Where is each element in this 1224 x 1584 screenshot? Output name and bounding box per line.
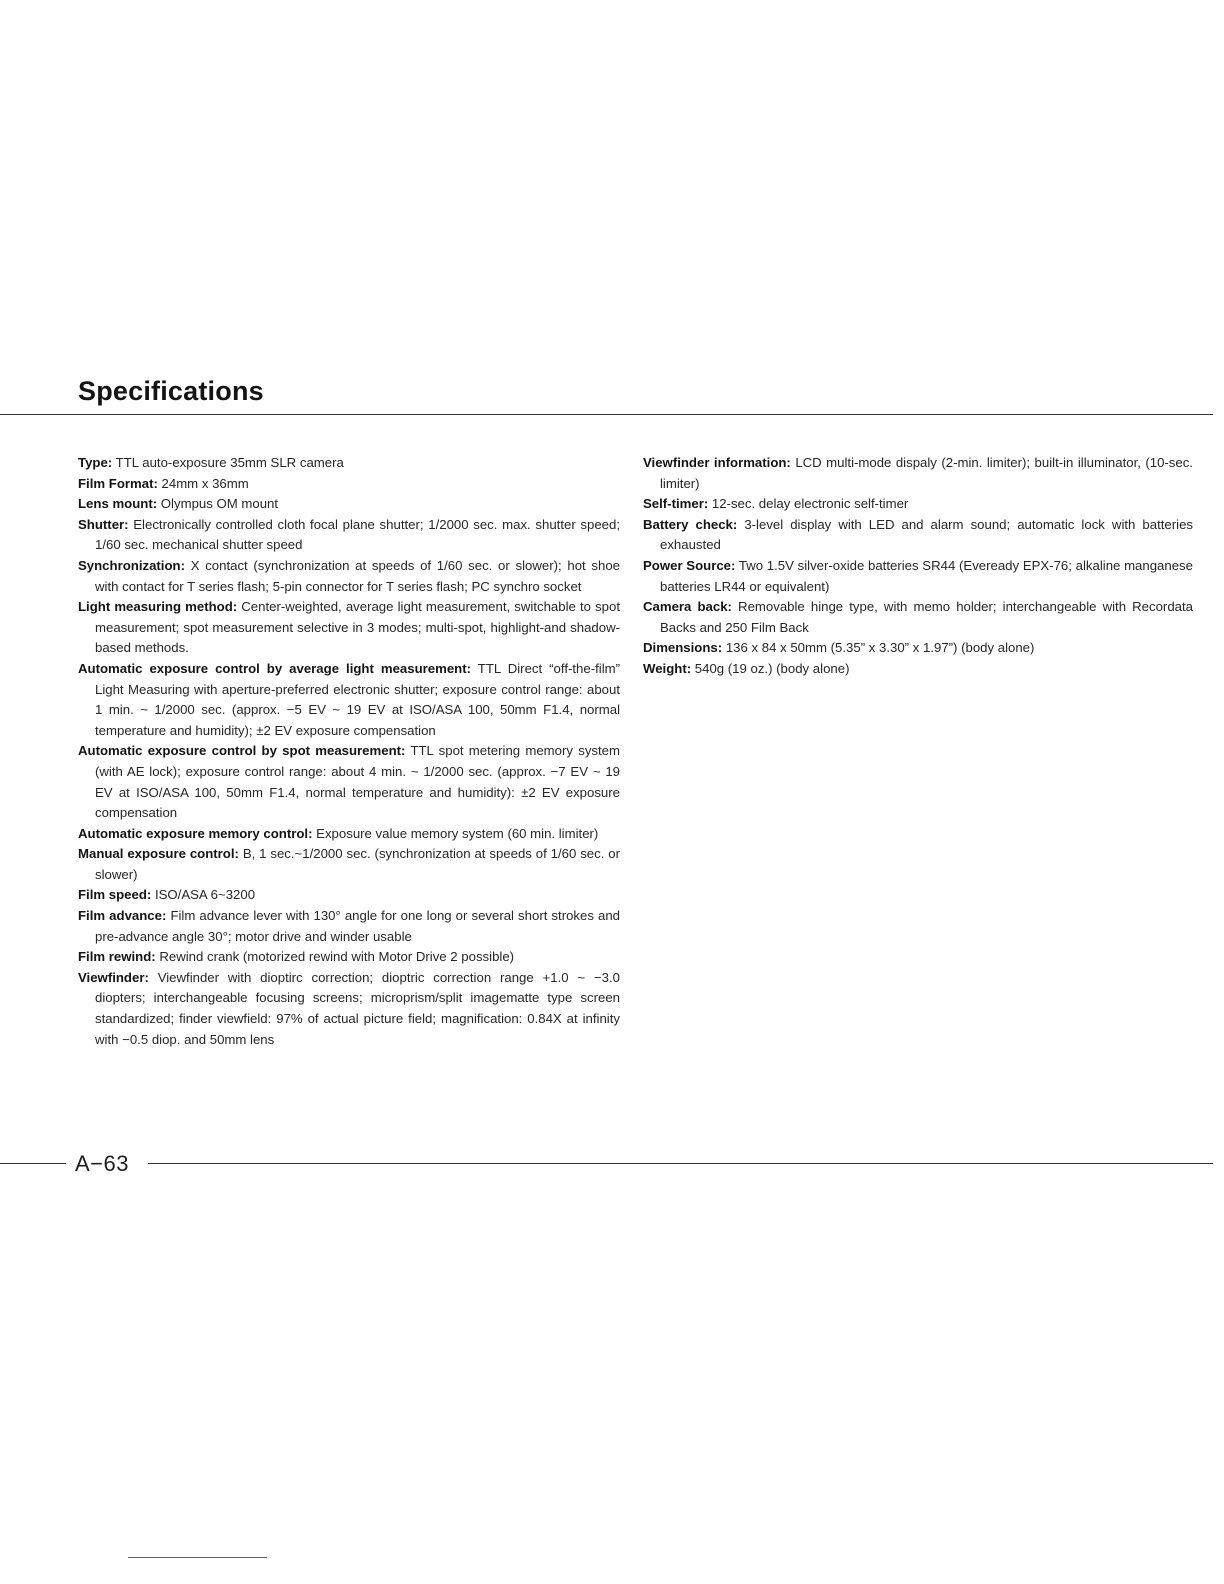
spec-value: Viewfinder with dioptirc correction; dioptric correction range +1.0 ~ −3.0 diopters; interchangeable focusing screens; microprism/split imagematte type screen standardized; finder viewfield: 97% of actual picture field; magnification: 0.84X at infinity with −0.5 diop. and 50mm lens [95,969,620,1047]
spec-entry [78,824,620,845]
spec-label: Viewfinder: [78,969,149,985]
spec-value: TTL auto-exposure 35mm SLR camera [115,455,344,470]
page-number: A−63 [75,1151,129,1176]
spec-label: Type: [78,455,113,470]
spec-entry [78,453,620,474]
spec-value: 12-sec. delay electronic self-timer [711,496,909,512]
spec-value: 540g (19 oz.) (body alone) [694,660,850,676]
spec-label: Light measuring method: [78,599,238,615]
spec-entry [78,947,620,968]
footer-rule-left [0,1163,66,1164]
footer-rule-right [148,1163,1213,1164]
spec-entry [78,474,620,495]
spec-entry [78,659,620,741]
spec-label: Camera back: [643,599,732,615]
spec-value: Electronically controlled cloth focal plane shutter; 1/2000 sec. max. shutter speed; 1/60 sec. mechanical shutter speed [95,516,620,553]
spec-entry [643,638,1193,659]
spec-entry [78,885,620,906]
spec-entry [643,494,1193,515]
spec-entry [643,453,1193,494]
spec-label: Manual exposure control: [78,846,239,862]
spec-label: Automatic exposure memory control: [78,825,313,841]
spec-value: 24mm x 36mm [161,475,249,491]
spec-label: Dimensions: [643,640,723,656]
spec-value: Center-weighted, average light measurement, switchable to spot measurement; spot measurement selective in 3 modes; multi-spot, highlight-and shadow-based methods. [95,599,621,656]
spec-column-right [643,453,1193,680]
spec-value: TTL spot metering memory system (with AE lock); exposure control range: about 4 min. ~ 1/2000 sec. (approx. −7 EV ~ 19 EV at ISO/ASA 100, 50mm F1.4, normal temperature and humidity): ±2 EV exposure compensation [95,743,621,821]
spec-value: Film advance lever with 130° angle for one long or several short strokes and pre-advance angle 30°; motor drive and winder usable [95,908,621,944]
spec-entry [78,906,620,947]
spec-entry [78,968,620,1050]
spec-label: Shutter: [78,516,129,532]
page-title: Specifications [78,376,264,406]
spec-label: Lens mount: [78,496,158,512]
spec-label: Automatic exposure control by average light measurement: [78,660,472,676]
spec-column-left [78,453,620,1050]
spec-entry [643,515,1193,556]
spec-label: Viewfinder information: [643,455,791,470]
spec-label: Film rewind: [78,949,156,965]
spec-label: Film advance: [78,908,167,924]
spec-entry [78,556,620,597]
spec-entry [78,494,620,515]
spec-label: Battery check: [643,516,738,532]
spec-value: Two 1.5V silver-oxide batteries SR44 (Eveready EPX-76; alkaline manganese batteries LR44 or equivalent) [660,557,1193,594]
spec-entry [78,844,620,885]
spec-label: Film Format: [78,475,158,491]
spec-entry [643,597,1193,638]
spec-entry [643,556,1193,597]
spec-label: Self-timer: [643,496,709,512]
page-footer [0,1151,1213,1179]
spec-value: TTL Direct “off-the-film” Light Measuring with aperture-preferred electronic shutter; exposure control range: about 1 min. ~ 1/2000 sec. (approx. −5 EV ~ 19 EV at ISO/ASA 100, 50mm F1.4, normal temperature and humidity); ±2 EV exposure compensation [95,660,620,738]
spec-label: Synchronization: [78,557,185,573]
spec-label: Power Source: [643,557,736,573]
title-rule [0,414,1213,415]
spec-entry [643,659,1193,680]
spec-value: 3-level display with LED and alarm sound; automatic lock with batteries exhausted [660,516,1194,553]
spec-label: Film speed: [78,887,152,903]
spec-value: ISO/ASA 6~3200 [154,887,256,903]
spec-value: Olympus OM mount [160,496,279,512]
spec-value: Rewind crank (motorized rewind with Motor Drive 2 possible) [159,949,515,965]
spec-value: LCD multi-mode dispaly (2-min. limiter); built-in illuminator, (10-sec. limiter) [660,455,1193,491]
bottom-link-underline [128,1557,267,1558]
spec-entry [78,741,620,823]
spec-value: Exposure value memory system (60 min. limiter) [316,825,599,841]
spec-entry [78,597,620,659]
spec-label: Weight: [643,660,692,676]
spec-label: Automatic exposure control by spot measurement: [78,743,406,759]
spec-value: Removable hinge type, with memo holder; interchangeable with Recordata Backs and 250 Film Back [660,599,1193,635]
spec-value: B, 1 sec.~1/2000 sec. (synchronization at speeds of 1/60 sec. or slower) [95,846,620,882]
spec-value: X contact (synchronization at speeds of 1/60 sec. or slower); hot shoe with contact for T series flash; 5-pin connector for T series flash; PC synchro socket [95,557,620,594]
spec-value: 136 x 84 x 50mm (5.35” x 3.30” x 1.97”) (body alone) [725,640,1035,656]
spec-entry [78,515,620,556]
